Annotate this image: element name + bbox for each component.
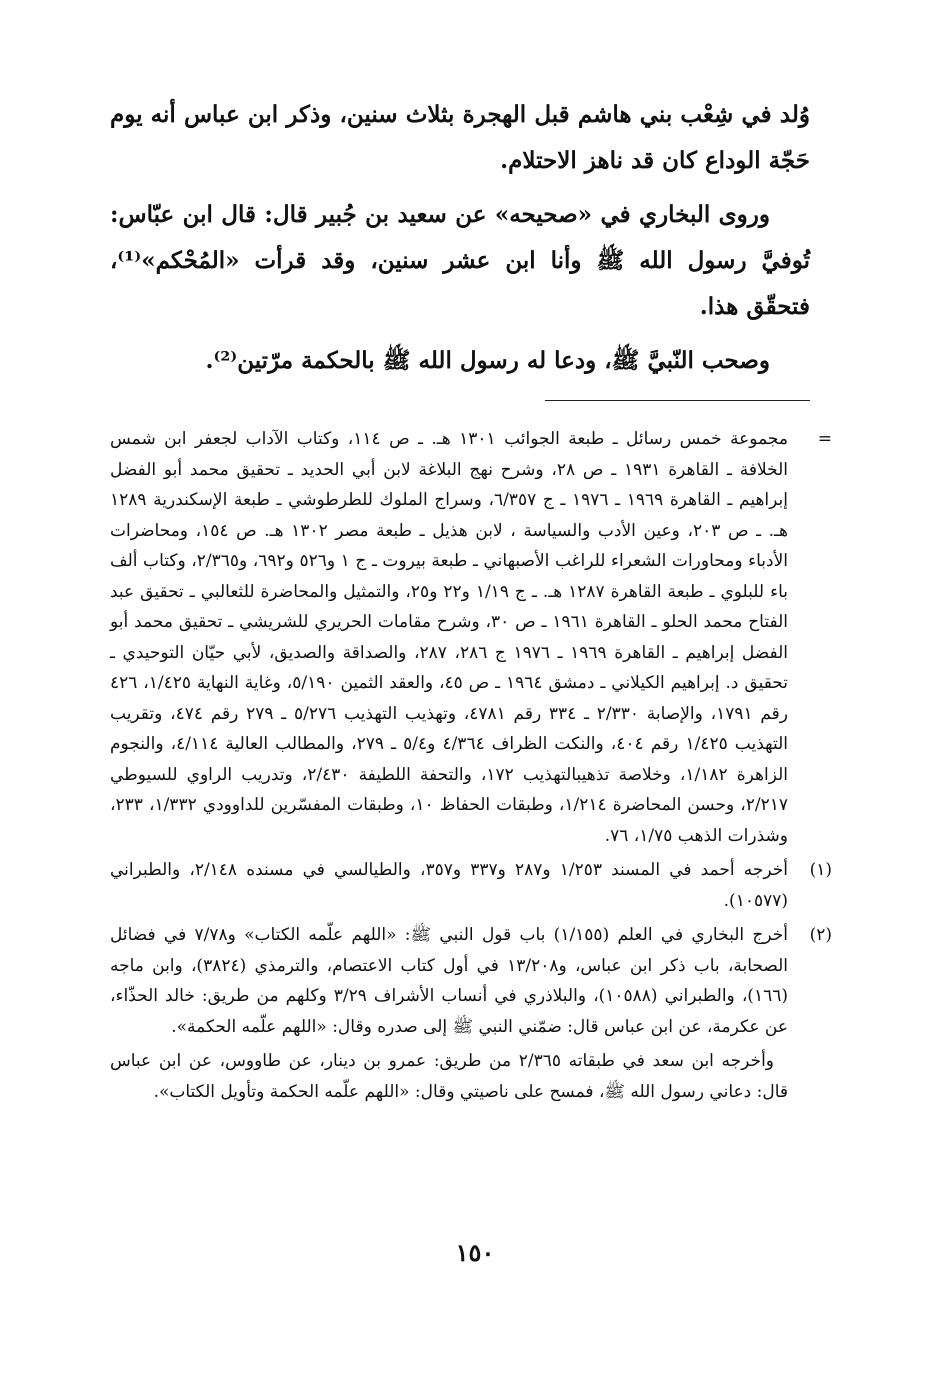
footnote-continuation bbox=[110, 424, 832, 851]
footnote-1 bbox=[110, 855, 832, 916]
footnote-continuation-text: مجموعة خمس رسائل ـ طبعة الجوائب ١٣٠١ هـ. ـ ص ١١٤، وكتاب الآداب لجعفر ابن شمس الخلافة ـ القاهرة ١٩٣١ ـ ص ٢٨، وشرح نهج البلاغة لابن أبي الحديد ـ تحقيق محمد أبو الفضل إبراهيم ـ القاهرة ١٩٦٩ ـ ١٩٧٦ ـ ج ٦/٣٥٧، وسراج الملوك للطرطوشي ـ طبعة الإسكندرية ١٢٨٩ هـ. ـ ص ٢٠٣، وعين الأدب والسياسة ، لابن هذيل ـ طبعة مصر ١٣٠٢ هـ. ص ١٥٤، ومحاضرات الأدباء ومحاورات الشعراء للراغب الأصبهاني ـ طبعة بيروت ـ ج ١ و٥٢٦ و٦٩٢، و٢/٣٦٥، وكتاب ألف باء للبلوي ـ طبعة القاهرة ١٢٨٧ هـ. ـ ج ١/١٩ و٢٢ و٢٥، والتمثيل والمحاضرة للثعالبي ـ تحقيق عبد الفتاح محمد الحلو ـ القاهرة ١٩٦١ ـ ص ٣٠، وشرح مقامات الحريري للشريشي ـ تحقيق محمد أبو الفضل إبراهيم ـ القاهرة ١٩٦٩ ـ ١٩٧٦ ج ٢٨٦، ٢٨٧، والصداقة والصديق، لأبي حيّان التوحيدي ـ تحقيق د. إبراهيم الكيلاني ـ دمشق ١٩٦٤ ـ ص ٤٥، والعقد الثمين ٥/١٩٠، وغاية النهاية ١/٤٢٥، ٤٢٦ رقم ١٧٩١، والإصابة ٢/٣٣٠ ـ ٣٣٤ رقم ٤٧٨١، وتهذيب التهذيب ٥/٢٧٦ ـ ٢٧٩ رقم ٤٧٤، وتقريب التهذيب ١/٤٢٥ رقم ٤٠٤، والنكت الظراف ٤/٣٦٤ و٥/٤ ـ ٢٧٩، والمطالب العالية ٤/١١٤، والنجوم الزاهرة ١/١٨٢، وخلاصة تذهيبالتهذيب ١٧٢، والتحفة اللطيفة ٢/٤٣٠، وتدريب الراوي للسيوطي ٢/٢١٧، وحسن المحاضرة ١/٢١٤، وطبقات الحفاظ ١٠، وطبقات المفسّرين للداوودي ١/٣٣٢، ٢٣٣، وشذرات الذهب ١/٧٥، ٧٦. bbox=[110, 429, 789, 846]
footnote-1-text: أخرجه أحمد في المسند ١/٢٥٣ و٢٨٧ و٣٣٧ و٣٥٧، والطيالسي في مسنده ٢/١٤٨، والطبراني (١٠٥٧٧). bbox=[110, 860, 788, 911]
footnotes bbox=[110, 424, 832, 1111]
footnote-2-text-continued: وأخرجه ابن سعد في طبقاته ٢/٣٦٥ من طريق: عمرو بن دينار، عن طاووس، عن ابن عباس قال: دعاني رسول الله ﷺ، فمسح على ناصيتي وقال: «اللهم علّمه الحكمة وتأويل الكتاب». bbox=[110, 1051, 788, 1102]
paragraph-3: وصحب النّبيَّ ﷺ، ودعا له رسول الله ﷺ بالحكمة مرّتين⁽²⁾. bbox=[205, 347, 770, 374]
main-text bbox=[110, 92, 810, 392]
footnote-1-marker: (١) bbox=[809, 860, 832, 880]
page-number: ١٥٠ bbox=[455, 1238, 495, 1267]
footnote-separator bbox=[545, 400, 810, 401]
continuation-marker: = bbox=[817, 429, 832, 449]
paragraph-1: وُلد في شِعْب بني هاشم قبل الهجرة بثلاث سنين، وذكر ابن عباس أنه يوم حَجّة الوداع كان قد ناهز الاحتلام. bbox=[110, 101, 810, 174]
footnote-2 bbox=[110, 920, 832, 1107]
footnote-2-marker: (٢) bbox=[809, 925, 832, 945]
paragraph-2: وروى البخاري في «صحيحه» عن سعيد بن جُبير قال: قال ابن عبّاس: تُوفيَّ رسول الله ﷺ وأنا ابن عشر سنين، وقد قرأت «المُحْكم»⁽¹⁾، فتحقّق هذا. bbox=[110, 201, 810, 320]
footnote-2-text: أخرج البخاري في العلم (١/١٥٥) باب قول النبي ﷺ: «اللهم علّمه الكتاب» و٧/٧٨ في فضائل الصحابة، باب ذكر ابن عباس، و١٣/٢٠٨ في أول كتاب الاعتصام، والترمذي (٣٨٢٤)، وابن ماجه (١٦٦)، والطبراني (١٠٥٨٨)، والبلاذري في أنساب الأشراف ٣/٢٩ وكلهم من طريق: خالد الحذّاء، عن عكرمة، عن ابن عباس قال: ضمّني النبي ﷺ إلى صدره وقال: «اللهم علّمه الحكمة». bbox=[110, 925, 788, 1037]
